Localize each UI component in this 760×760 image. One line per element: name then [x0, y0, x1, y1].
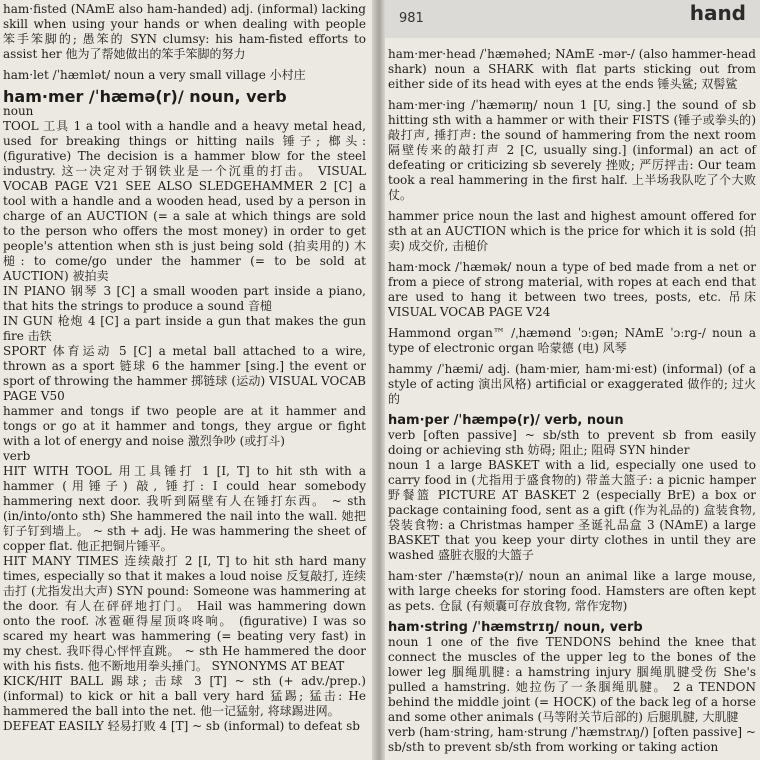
entry-hammerhead: ham·mer·head /ˈhæməhed; NAmE -mər-/ (also hammer-head shark) noun a SHARK with flat parts sticking out from either side of its head with eyes at the ends 锤头鲨; 双髻鲨: [388, 47, 756, 91]
entry-hamstring-headword: ham·string /ˈhæmstrɪŋ/ noun, verb: [388, 620, 643, 635]
sense-defeat-easily: DEFEAT EASILY 轻易打败 4 [T] ~ sb (informal) to defeat sb: [3, 719, 360, 733]
entry-hammer-price: hammer price noun the last and highest amount offered for sth at an AUCTION which is the price for which it is sold (拍卖) 成交价, 击槌价: [388, 209, 756, 253]
entry-hamlet: ham·let /ˈhæmlət/ noun a very small village 小村庄: [3, 68, 306, 82]
sense-in-piano: IN PIANO 钢琴 3 [C] a small wooden part inside a piano, that hits the strings to produce a sound 音槌: [3, 284, 366, 313]
idiom-hammer-and-tongs: hammer and tongs if two people are at it hammer and tongs or go at it hammer and tongs, they argue or fight with a lot of energy and noise 激烈争吵 (或打斗): [3, 404, 366, 448]
sense-kick-hit-ball: KICK/HIT BALL 踢球; 击球 3 [T] ~ sth (+ adv./prep.) (informal) to kick or hit a ball very hard 猛踢; 猛击: He hammered the ball into the net. 他一记猛射, 将球踢进网。: [3, 674, 366, 718]
entry-hammond-organ: Hammond organ™ /ˌhæmənd ˈɔːɡən; NAmE ˈɔːrɡ-/ noun a type of electronic organ 哈蒙德 (电) 风琴: [388, 326, 756, 355]
guide-word: hand: [689, 1, 746, 25]
entry-hamster: ham·ster /ˈhæmstə(r)/ noun an animal like a large mouse, with large cheeks for storing food. Hamsters are often kept as pets. 仓鼠 (有颊囊可存放食物, 常作宠物): [388, 569, 756, 613]
hamper-noun-senses: noun 1 a large BASKET with a lid, especially one used to carry food in (尤指用于盛食物的) 带盖大篮子: a picnic hamper 野餐篮 PICTURE AT BASKET 2 (especially BrE) a box or package containing food, sent as a gift (作为礼品的) 盒装食物, 袋装食物: a Christmas hamper 圣诞礼品盒 3 (NAmE) a large BASKET that you keep your dirty clothes in until they are washed 盛脏衣服的大篮子: [388, 458, 756, 562]
hamstring-noun-senses: noun 1 one of the five TENDONS behind the knee that connect the muscles of the upper leg to the bones of the lower leg 腘绳肌腱: a hamstring injury 腘绳肌腱受伤 She's pulled a hamstring. 她拉伤了一条腘绳肌腱。 2 a TENDON behind the middle joint (= HOCK) of the back leg of a horse and some other animals (马等附关节后部的) 后腿肌腱, 大肌腱: [388, 635, 756, 724]
right-page: [385, 0, 760, 760]
entry-hamper-headword: ham·per /ˈhæmpə(r)/ verb, noun: [388, 413, 624, 428]
entry-hammy: hammy /ˈhæmi/ adj. (ham·mier, ham·mi·est) (informal) (of a style of acting 演出风格) artificial or exaggerated 做作的; 过火的: [388, 362, 756, 406]
entry-hammering: ham·mer·ing /ˈhæmərɪŋ/ noun 1 [U, sing.] the sound of sb hitting sth with a hammer or with their FISTS (锤子或拳头的) 敲打声, 捶打声: the sound of hammering from the next room 隔壁传来的敲打声 2 [C, usually sing.] (informal) an act of defeating or criticizing sb severely 挫败; 严厉抨击: Our team took a real hammering in the first half. 上半场我队吃了个大败仗。: [388, 98, 756, 202]
pos-noun-label: noun: [3, 104, 34, 118]
sense-hit-with-tool: HIT WITH TOOL 用工具锤打 1 [I, T] to hit sth with a hammer (用锤子) 敲, 锤打: I could hear somebody hammering next door. 我听到隔壁有人在锤打东西。 ~ sth (in/into/onto sth) She hammered the nail into the wall. 她把钉子钉到墙上。 ~ sth + adj. He was hammering the sheet of copper flat. 他正把铜片锤平。: [3, 464, 366, 553]
pos-verb-label: verb: [3, 449, 31, 463]
entry-ham-fisted: ham·fisted (NAmE also ham-handed) adj. (informal) lacking skill when using your hands or when dealing with people 笨手笨脚的; 愚笨的 SYN clumsy: his ham-fisted efforts to assist her 他为了帮她做出的笨手笨脚的努力: [3, 2, 366, 61]
hamper-verb-sense: verb [often passive] ~ sb/sth to prevent sb from easily doing or achieving sth 妨碍; 阻止; 阻碍 SYN hinder: [388, 428, 756, 457]
entry-hammer-headword: ham·mer /ˈhæmə(r)/ noun, verb: [3, 87, 287, 106]
hamstring-verb-sense: verb (ham·string, ham·strung /ˈhæmstrʌŋ/) [often passive] ~ sb/sth to prevent sb/sth from working or taking action: [388, 725, 756, 754]
page-number: 981: [399, 11, 424, 26]
left-page: [0, 0, 372, 760]
sense-sport: SPORT 体育运动 5 [C] a metal ball attached to a wire, thrown as a sport 链球 6 the hammer [sing.] the event or sport of throwing the hammer 掷链球 (运动) VISUAL VOCAB PAGE V50: [3, 344, 366, 403]
sense-tool: TOOL 工具 1 a tool with a handle and a heavy metal head, used for breaking things or hitting nails 锤子; 榔头: (figurative) The decision is a hammer blow for the steel industry. 这一决定对于钢铁业是一个沉重的打击。 VISUAL VOCAB PAGE V21 SEE ALSO SLEDGEHAMMER 2 [C] a tool with a handle and a wooden head, used by a person in charge of an AUCTION (= a sale at which things are sold to the person who offers the most money) in order to get people's attention when sth is just being sold (拍卖用的) 木槌: to come/go under the hammer (= to be sold at AUCTION) 被拍卖: [3, 119, 366, 283]
sense-hit-many-times: HIT MANY TIMES 连续敲打 2 [I, T] to hit sth hard many times, especially so that it makes a loud noise 反复敲打, 连续击打 (尤指发出大声) SYN pound: Someone was hammering at the door. 有人在砰砰地打门。 Hail was hammering down onto the roof. 冰雹砸得屋顶咚咚响。 (figurative) I was so scared my heart was hammering (= beating very fast) in my chest. 我吓得心怦怦直跳。 ~ sth He hammered the door with his fists. 他不断地用拳头捶门。 SYNONYMS AT BEAT: [3, 554, 366, 673]
running-header: [385, 0, 760, 38]
page-gutter: [372, 0, 385, 760]
sense-in-gun: IN GUN 枪炮 4 [C] a part inside a gun that makes the gun fire 击铁: [3, 314, 366, 343]
entry-hammock: ham·mock /ˈhæmək/ noun a type of bed made from a net or from a piece of strong material, with ropes at each end that are used to hang it between two trees, posts, etc. 吊床 VISUAL VOCAB PAGE V24: [388, 260, 756, 319]
